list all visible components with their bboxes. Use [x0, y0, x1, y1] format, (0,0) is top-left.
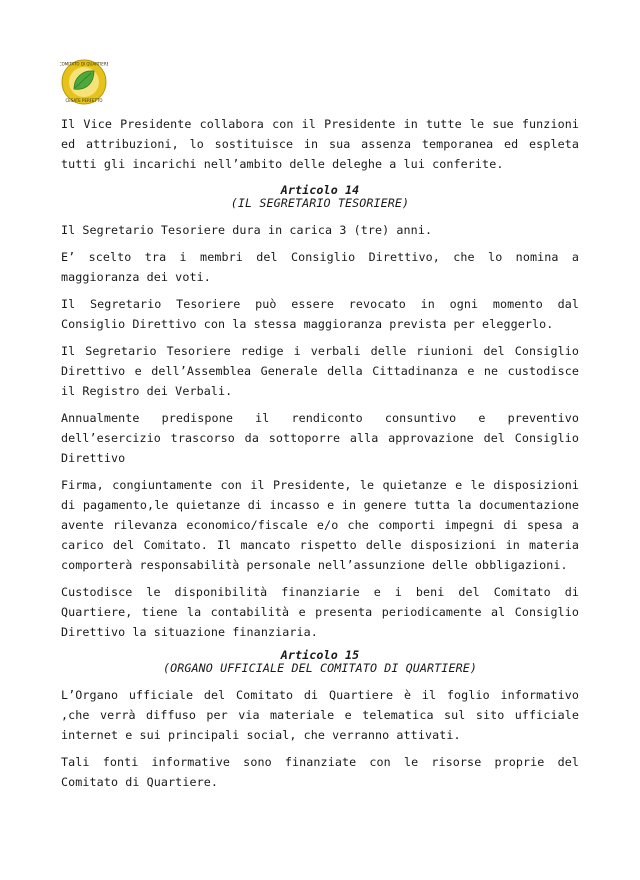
- article-14-paragraph: Il Segretario Tesoriere redige i verbali delle riunioni del Consiglio Direttivo e dell’Assemblea Generale della Cittadinanza e ne custodisce il Registro dei Verbali.: [61, 344, 579, 398]
- svg-text:CESATE PERFETTO: CESATE PERFETTO: [65, 98, 103, 103]
- article-14-paragraph: Il Segretario Tesoriere dura in carica 3 (tre) anni.: [61, 223, 433, 237]
- svg-text:COMITATO DI QUARTIERE: COMITATO DI QUARTIERE: [60, 61, 108, 67]
- article-14-paragraph: E’ scelto tra i membri del Consiglio Direttivo, che lo nomina a maggioranza dei voti.: [61, 250, 579, 284]
- article-14-number: Articolo 14: [280, 183, 360, 197]
- article-14-paragraph: Il Segretario Tesoriere può essere revocato in ogni momento dal Consiglio Direttivo con la stessa maggioranza prevista per eleggerlo.: [61, 297, 579, 331]
- article-14-title: (IL SEGRETARIO TESORIERE): [230, 196, 410, 210]
- article-15-paragraph: Tali fonti informative sono finanziate con le risorse proprie del Comitato di Quartiere.: [61, 755, 579, 789]
- article-14-paragraph: Custodisce le disponibilità finanziarie e i beni del Comitato di Quartiere, tiene la contabilità e presenta periodicamente al Consiglio Direttivo la situazione finanziaria.: [61, 585, 579, 639]
- article-14-heading: [61, 184, 579, 210]
- article-15-title: (ORGANO UFFICIALE DEL COMITATO DI QUARTIERE): [162, 661, 477, 675]
- article-14-paragraph: Annualmente predispone il rendiconto consuntivo e preventivo dell’esercizio trascorso da sottoporre alla approvazione del Consiglio Direttivo: [61, 411, 579, 465]
- article-15-heading: [61, 649, 579, 675]
- article-15-paragraph: L’Organo ufficiale del Comitato di Quartiere è il foglio informativo ,che verrà diffuso per via materiale e telematica sul sito ufficiale internet e sui principali social, che verranno attivati.: [61, 688, 579, 742]
- document-body: [61, 114, 579, 799]
- paragraph-vice-presidente: Il Vice Presidente collabora con il Presidente in tutte le sue funzioni ed attribuzioni, lo sostituisce in sua assenza temporanea ed espleta tutti gli incarichi nell’ambito delle deleghe a lui conferite.: [61, 117, 579, 171]
- article-15-number: Articolo 15: [280, 648, 360, 662]
- article-14-paragraph: Firma, congiuntamente con il Presidente, le quietanze e le disposizioni di pagamento,le quietanze di incasso e in genere tutta la documentazione avente rilevanza economico/fiscale e/o che comporti impegni di spesa a carico del Comitato. Il mancato rispetto delle disposizioni in materia comporterà responsabilità personale nell’assunzione delle obbligazioni.: [61, 478, 579, 572]
- committee-logo: [60, 58, 108, 106]
